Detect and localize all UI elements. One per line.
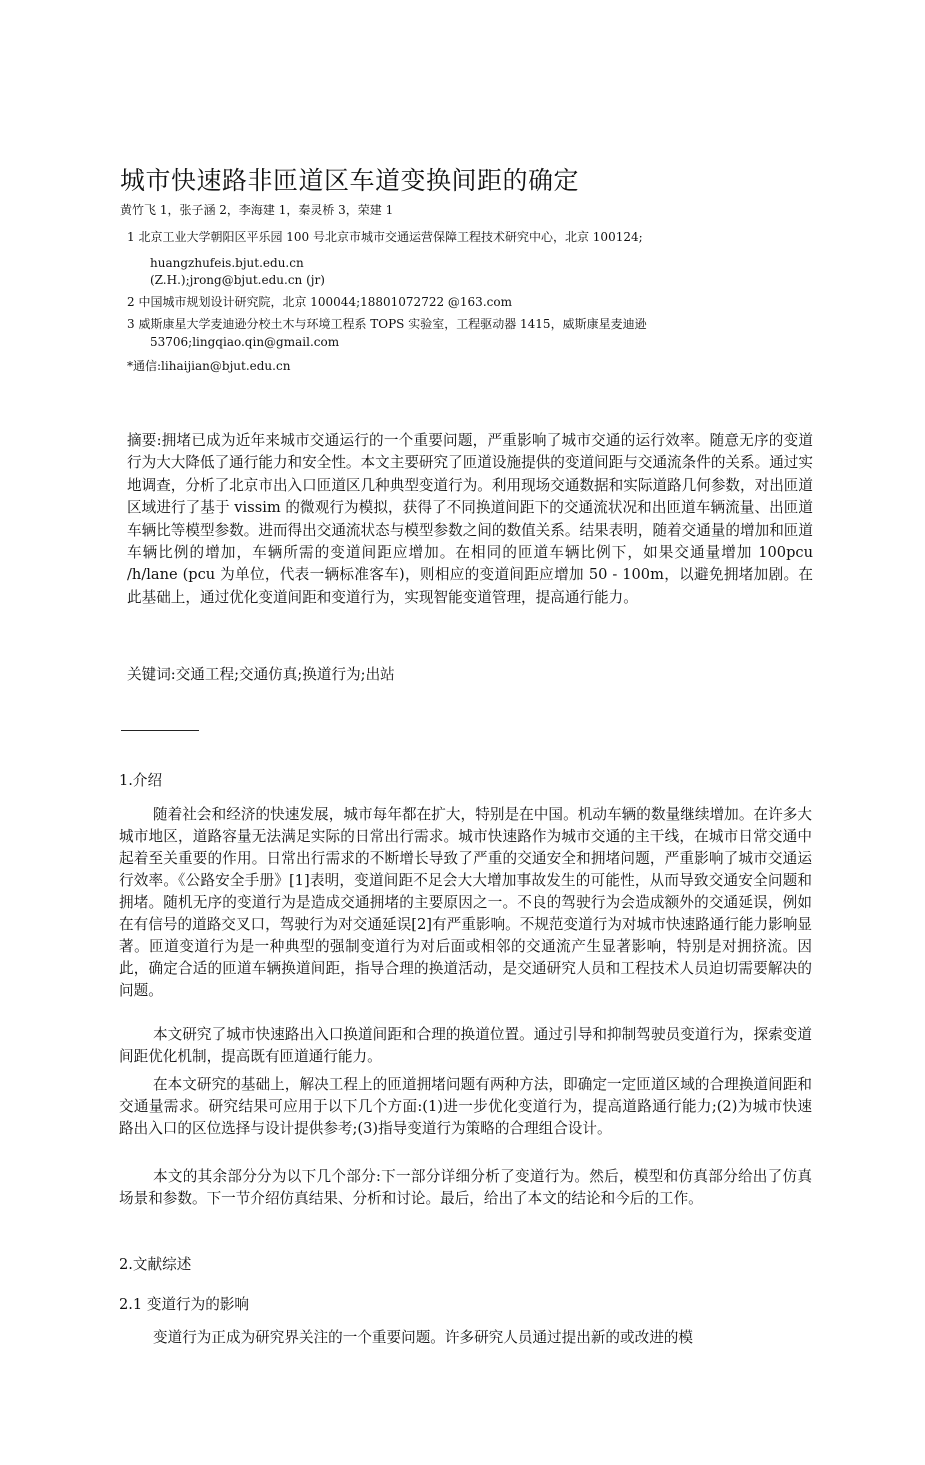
intro-paragraph-1: 随着社会和经济的快速发展，城市每年都在扩大，特别是在中国。机动车辆的数量继续增加。在许多大城市地区，道路容量无法满足实际的日常出行需求。城市快速路作为城市交通的主干线，在城市日常交通中起着至关重要的作用。日常出行需求的不断增长导致了严重的交通安全和拥堵问题，严重影响了城市交通运行效率。《公路安全手册》[1]表明，变道间距不足会大大增加事故发生的可能性，从而导致交通安全问题和拥堵。随机无序的变道行为是造成交通拥堵的主要原因之一。不良的驾驶行为会造成额外的交通延误，例如在有信号的道路交叉口，驾驶行为对交通延误[2]有严重影响。不规范变道行为对城市快速路通行能力影响显著。匝道变道行为是一种典型的强制变道行为对后面或相邻的交通流产生显著影响，特别是对拥挤流。因此，确定合适的匝道车辆换道间距，指导合理的换道活动，是交通研究人员和工程技术人员迫切需要解决的问题。: [119, 806, 812, 999]
affiliation-1: 1 北京工业大学朝阳区平乐园 100 号北京市城市交通运营保障工程技术研究中心，北京 100124;: [127, 230, 643, 244]
abstract: 摘要:拥堵已成为近年来城市交通运行的一个重要问题，严重影响了城市交通的运行效率。随意无序的变道行为大大降低了通行能力和安全性。本文主要研究了匝道设施提供的变道间距与交通流条件的关系。通过实地调查，分析了北京市出入口匝道区几种典型变道行为。利用现场交通数据和实际道路几何参数，对出匝道区域进行了基于 vissim 的微观行为模拟，获得了不同换道间距下的交通流状况和出匝道车辆流量、出匝道车辆比等模型参数。进而得出交通流状态与模型参数之间的数值关系。结果表明，随着交通量的增加和匝道车辆比例的增加，车辆所需的变道间距应增加。在相同的匝道车辆比例下，如果交通量增加 100pcu /h/lane (pcu 为单位，代表一辆标准客车)，则相应的变道间距应增加 50 - 100m，以避免拥堵加剧。在此基础上，通过优化变道间距和变道行为，实现智能变道管理，提高通行能力。: [127, 432, 813, 606]
keywords: 关键词:交通工程;交通仿真;换道行为;出站: [127, 666, 395, 683]
affiliation-2: 2 中国城市规划设计研究院，北京 100044;18801072722 @163.com: [127, 295, 512, 309]
affiliation-1-email-2: (Z.H.);jrong@bjut.edu.cn (jr): [150, 273, 325, 287]
paper-title: 城市快速路非匝道区车道变换间距的确定: [120, 166, 580, 195]
corresponding-author: *通信:lihaijian@bjut.edu.cn: [127, 359, 291, 373]
section-heading-introduction: 1.介绍: [119, 772, 163, 789]
intro-paragraph-2: 本文研究了城市快速路出入口换道间距和合理的换道位置。通过引导和抑制驾驶员变道行为，探索变道间距优化机制，提高既有匝道通行能力。: [119, 1026, 812, 1065]
intro-paragraph-4: 本文的其余部分分为以下几个部分:下一部分详细分析了变道行为。然后，模型和仿真部分给出了仿真场景和参数。下一节介绍仿真结果、分析和讨论。最后，给出了本文的结论和今后的工作。: [119, 1168, 812, 1207]
section-divider: [121, 730, 199, 731]
intro-paragraph-3: 在本文研究的基础上，解决工程上的匝道拥堵问题有两种方法，即确定一定匝道区域的合理换道间距和交通量需求。研究结果可应用于以下几个方面:(1)进一步优化变道行为，提高道路通行能力;(2)为城市快速路出入口的区位选择与设计提供参考;(3)指导变道行为策略的合理组合设计。: [119, 1076, 812, 1137]
author-list: 黄竹飞 1，张子涵 2，李海建 1，秦灵桥 3，荣建 1: [120, 203, 394, 217]
section-heading-literature-review: 2.文献综述: [119, 1256, 192, 1273]
affiliation-3: 3 威斯康星大学麦迪逊分校土木与环境工程系 TOPS 实验室，工程驱动器 1415，威斯康星麦迪逊: [127, 317, 647, 331]
subsection-heading-lane-change-impact: 2.1 变道行为的影响: [119, 1296, 250, 1313]
affiliation-3-email: 53706;lingqiao.qin@gmail.com: [150, 335, 340, 349]
affiliation-1-email: huangzhufeis.bjut.edu.cn: [150, 256, 304, 270]
literature-paragraph-1: 变道行为正成为研究界关注的一个重要问题。许多研究人员通过提出新的或改进的模: [153, 1329, 693, 1346]
